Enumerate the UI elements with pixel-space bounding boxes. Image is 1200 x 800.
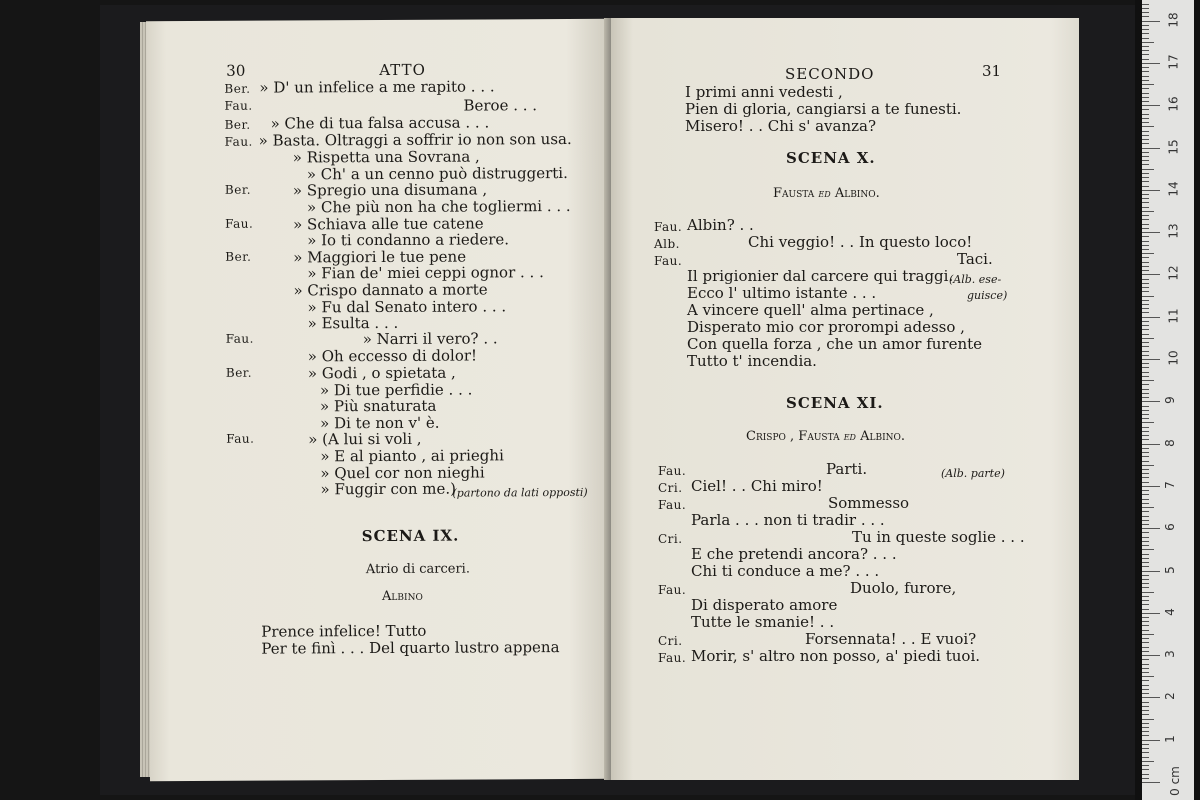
- ruler-tick: [1142, 545, 1149, 546]
- ruler-tick: [1142, 249, 1149, 250]
- ruler-tick: [1142, 177, 1149, 178]
- ruler-tick: [1142, 528, 1160, 529]
- verse-line: A vincere quell' alma pertinace ,: [687, 301, 934, 319]
- speaker: Fau.: [658, 498, 687, 512]
- speaker: Cri.: [658, 481, 683, 495]
- scene-characters: [773, 185, 880, 202]
- character-name: Albino.: [834, 186, 880, 201]
- ruler-tick: [1142, 486, 1160, 487]
- ruler-tick: [1142, 241, 1149, 242]
- verse-line: Ecco l' ultimo istante . . .: [687, 284, 877, 302]
- speaker: Fau.: [224, 98, 253, 113]
- ruler-tick: [1142, 287, 1149, 288]
- ruler-tick: [1142, 355, 1149, 356]
- ruler-tick: [1142, 215, 1149, 216]
- ruler-tick: [1142, 604, 1149, 605]
- verse-line: » (A lui si voli ,: [308, 429, 422, 449]
- ruler-number: 4: [1162, 607, 1177, 616]
- ruler-number: 13: [1166, 223, 1181, 239]
- ruler-tick: [1142, 312, 1149, 313]
- ruler-tick: [1142, 296, 1154, 297]
- ruler-tick: [1142, 274, 1160, 275]
- ruler-tick: [1142, 50, 1149, 51]
- ruler-tick: [1142, 118, 1149, 119]
- ruler-tick: [1142, 731, 1149, 732]
- ruler-number: 0 cm: [1167, 766, 1182, 796]
- ruler-tick: [1142, 359, 1160, 360]
- verse-line: Albin? . .: [687, 216, 754, 234]
- ruler-tick: [1142, 54, 1149, 55]
- ruler-tick: [1142, 647, 1149, 648]
- speaker: Ber.: [225, 249, 252, 264]
- ruler-tick: [1142, 257, 1149, 258]
- ruler-tick: [1142, 33, 1149, 34]
- ruler-tick: [1142, 224, 1149, 225]
- ruler-tick: [1142, 410, 1149, 411]
- verse-line: » Fuggir con me.): [320, 479, 457, 499]
- verse-line: » Esulta . . .: [307, 313, 399, 333]
- verse-line: Chi veggio! . . In questo loco!: [748, 233, 973, 251]
- ruler-tick: [1142, 503, 1149, 504]
- speaker: Fau.: [658, 583, 687, 597]
- verse-line: Disperato mio cor prorompi adesso ,: [687, 318, 965, 336]
- ruler-tick: [1142, 308, 1149, 309]
- ruler-tick: [1142, 59, 1149, 60]
- ruler-tick: [1142, 448, 1149, 449]
- verse-line: I primi anni vedesti ,: [685, 83, 843, 101]
- stage-direction: (Alb. ese-: [949, 273, 1002, 286]
- verse-line: Sommesso: [828, 494, 910, 512]
- ruler-tick: [1142, 101, 1149, 102]
- ruler-tick: [1142, 676, 1154, 677]
- ruler-tick: [1142, 507, 1154, 508]
- conjunction: ed: [843, 430, 856, 443]
- ruler-tick: [1142, 516, 1149, 517]
- speaker: Fau.: [224, 134, 253, 149]
- stage-direction: (Alb. parte): [941, 467, 1005, 480]
- ruler-tick: [1142, 452, 1149, 453]
- ruler-tick: [1142, 769, 1149, 770]
- ruler-tick: [1142, 723, 1149, 724]
- ruler-tick: [1142, 617, 1149, 618]
- verse-line: » Schiava alle tue catene: [293, 214, 484, 234]
- ruler-tick: [1142, 300, 1149, 301]
- ruler-tick: [1142, 600, 1149, 601]
- verse-line: Tu in queste soglie . . .: [852, 528, 1025, 546]
- ruler-number: 11: [1166, 308, 1181, 324]
- ruler-tick: [1142, 338, 1154, 339]
- ruler-tick: [1142, 25, 1149, 26]
- ruler-tick: [1142, 465, 1154, 466]
- ruler-tick: [1142, 596, 1149, 597]
- ruler-tick: [1142, 84, 1154, 85]
- ruler-tick: [1142, 706, 1149, 707]
- verse-line: Parla . . . non ti tradir . . .: [691, 511, 885, 529]
- ruler-tick: [1142, 67, 1149, 68]
- ruler-tick: [1142, 735, 1149, 736]
- ruler-tick: [1142, 114, 1149, 115]
- stage-direction: (partono da lati opposti): [452, 485, 588, 500]
- verse-line: » Rispetta una Sovrana ,: [292, 147, 480, 167]
- ruler-tick: [1142, 266, 1149, 267]
- ruler-tick: [1142, 680, 1149, 681]
- ruler-tick: [1142, 494, 1149, 495]
- ruler-tick: [1142, 609, 1149, 610]
- ruler-number: 12: [1166, 265, 1181, 282]
- ruler-tick: [1142, 774, 1149, 775]
- ruler-tick: [1142, 638, 1149, 639]
- ruler-tick: [1142, 571, 1160, 572]
- ruler-tick: [1142, 422, 1154, 423]
- ruler-tick: [1142, 765, 1149, 766]
- ruler-tick: [1142, 173, 1149, 174]
- ruler-number: 15: [1166, 138, 1181, 155]
- ruler-tick: [1142, 97, 1149, 98]
- ruler-tick: [1142, 461, 1149, 462]
- ruler-tick: [1142, 537, 1149, 538]
- ruler-tick: [1142, 42, 1154, 43]
- verse-line: » Narri il vero? . .: [362, 329, 498, 349]
- ruler-tick: [1142, 109, 1149, 110]
- speaker: Ber.: [224, 182, 252, 197]
- ruler-tick: [1142, 482, 1149, 483]
- ruler-tick: [1142, 131, 1149, 132]
- ruler-tick: [1142, 621, 1149, 622]
- verse-line: Pien di gloria, cangiarsi a te funesti.: [685, 100, 962, 118]
- ruler-tick: [1142, 672, 1149, 673]
- verse-line: » D' un infelice a me rapito . . .: [259, 77, 495, 97]
- verse-line: » Fian de' miei ceppi ognor . . .: [307, 263, 544, 283]
- ruler-tick: [1142, 325, 1149, 326]
- ruler-tick: [1142, 719, 1154, 720]
- ruler-tick: [1142, 38, 1149, 39]
- character-name: Crispo ,: [746, 429, 795, 444]
- speaker: Cri.: [658, 634, 683, 648]
- ruler-number: 10: [1166, 350, 1181, 366]
- ruler-tick: [1142, 384, 1149, 385]
- ruler-tick: [1142, 435, 1149, 436]
- verse-line: Prence infelice! Tutto: [261, 621, 427, 641]
- ruler-tick: [1142, 346, 1149, 347]
- ruler-tick: [1142, 634, 1154, 635]
- ruler-tick: [1142, 334, 1149, 335]
- ruler-tick: [1142, 748, 1149, 749]
- ruler-number: 16: [1166, 96, 1181, 112]
- speaker: Ber.: [224, 117, 251, 132]
- verse-line: » Ch' a un cenno può distruggerti.: [306, 164, 568, 184]
- ruler-tick: [1142, 439, 1149, 440]
- ruler-tick: [1142, 778, 1149, 779]
- ruler-tick: [1142, 76, 1149, 77]
- ruler-tick: [1142, 401, 1160, 402]
- ruler-number: 2: [1162, 692, 1177, 701]
- ruler-tick: [1142, 499, 1149, 500]
- speaker: Alb.: [654, 237, 680, 251]
- ruler-tick: [1142, 372, 1149, 373]
- verse-line: Per te finì . . . Del quarto lustro appena: [261, 638, 560, 658]
- ruler-tick: [1142, 262, 1149, 263]
- ruler-number: 5: [1162, 565, 1177, 574]
- verse-line: » Crispo dannato a morte: [293, 280, 488, 300]
- ruler-tick: [1142, 4, 1149, 5]
- ruler-tick: [1142, 414, 1149, 415]
- verse-line: E che pretendi ancora? . . .: [691, 545, 897, 563]
- ruler-tick: [1142, 566, 1149, 567]
- ruler-tick: [1142, 393, 1149, 394]
- verse-line: » Maggiori le tue pene: [293, 247, 467, 267]
- ruler-tick: [1142, 693, 1149, 694]
- ruler-tick: [1142, 558, 1149, 559]
- ruler-tick: [1142, 710, 1149, 711]
- verse-line: Duolo, furore,: [850, 579, 957, 597]
- scene-characters: [746, 428, 905, 445]
- ruler-tick: [1142, 232, 1160, 233]
- ruler-tick: [1142, 651, 1149, 652]
- ruler-tick: [1142, 304, 1149, 305]
- ruler-tick: [1142, 520, 1149, 521]
- ruler-tick: [1142, 689, 1149, 690]
- ruler-tick: [1142, 21, 1160, 22]
- verse-line: Beroe . . .: [463, 96, 538, 115]
- ruler-number: 8: [1162, 438, 1177, 447]
- ruler-tick: [1142, 469, 1149, 470]
- ruler-tick: [1142, 406, 1149, 407]
- ruler-tick: [1142, 575, 1149, 576]
- ruler-tick: [1142, 583, 1149, 584]
- ruler-tick: [1142, 194, 1149, 195]
- ruler-tick: [1142, 270, 1149, 271]
- ruler-tick: [1142, 367, 1149, 368]
- ruler-tick: [1142, 245, 1149, 246]
- ruler-tick: [1142, 105, 1160, 106]
- ruler-tick: [1142, 532, 1149, 533]
- ruler-tick: [1142, 376, 1149, 377]
- scene-title: SCENA XI.: [786, 394, 884, 412]
- ruler-tick: [1142, 186, 1149, 187]
- ruler-tick: [1142, 329, 1149, 330]
- ruler-tick: [1142, 714, 1149, 715]
- ruler-tick: [1142, 12, 1149, 13]
- ruler-number: 6: [1162, 523, 1177, 532]
- ruler-tick: [1142, 253, 1154, 254]
- ruler-tick: [1142, 418, 1149, 419]
- ruler-tick: [1142, 444, 1160, 445]
- verse-line: Misero! . . Chi s' avanza?: [685, 117, 877, 135]
- ruler-tick: [1142, 579, 1149, 580]
- ruler-tick: [1142, 541, 1149, 542]
- ruler-tick: [1142, 363, 1149, 364]
- ruler-number: 9: [1162, 396, 1177, 405]
- ruler-tick: [1142, 490, 1149, 491]
- verse-line: » Che di tua falsa accusa . . .: [270, 113, 490, 133]
- ruler-tick: [1142, 317, 1160, 318]
- speaker: Ber.: [224, 81, 251, 96]
- verse-line: » Io ti condanno a riedere.: [307, 230, 510, 250]
- verse-line: Il prigionier dal carcere qui traggi.: [687, 267, 954, 285]
- ruler-tick: [1142, 160, 1149, 161]
- speaker: Cri.: [658, 532, 683, 546]
- ruler-tick: [1142, 181, 1149, 182]
- speaker: Fau.: [654, 220, 683, 234]
- verse-line: » Godi , o spietata ,: [307, 363, 456, 383]
- ruler-tick: [1142, 190, 1160, 191]
- ruler-tick: [1142, 279, 1149, 280]
- ruler-tick: [1142, 93, 1149, 94]
- ruler-tick: [1142, 592, 1154, 593]
- ruler-tick: [1142, 169, 1154, 170]
- ruler-tick: [1142, 283, 1149, 284]
- speaker: Fau.: [658, 651, 687, 665]
- ruler-tick: [1142, 380, 1154, 381]
- verse-line: » Che più non ha che togliermi . . .: [306, 196, 571, 217]
- verse-line: Con quella forza , che un amor furente: [687, 335, 983, 353]
- ruler-tick: [1142, 587, 1149, 588]
- ruler-tick: [1142, 757, 1149, 758]
- ruler-tick: [1142, 642, 1149, 643]
- ruler-tick: [1142, 143, 1149, 144]
- ruler-tick: [1142, 351, 1149, 352]
- speaker: Fau.: [226, 431, 255, 446]
- ruler-tick: [1142, 8, 1149, 9]
- ruler-tick: [1142, 427, 1149, 428]
- ruler-number: 14: [1166, 181, 1181, 197]
- ruler-tick: [1142, 659, 1149, 660]
- right-page-number: 31: [982, 62, 1002, 80]
- left-page: [146, 19, 613, 781]
- verse-line: Morir, s' altro non posso, a' piedi tuoi.: [691, 647, 981, 665]
- ruler-tick: [1142, 473, 1149, 474]
- verse-line: » Di te non v' è.: [320, 413, 440, 433]
- verse-line: Ciel! . . Chi miro!: [691, 477, 823, 495]
- verse-line: » Oh eccesso di dolor!: [307, 346, 478, 366]
- ruler-tick: [1142, 511, 1149, 512]
- scene-setting: Atrio di carceri.: [365, 561, 470, 578]
- ruler-tick: [1142, 702, 1149, 703]
- ruler-tick: [1142, 148, 1160, 149]
- ruler-tick: [1142, 198, 1149, 199]
- ruler-tick: [1142, 236, 1149, 237]
- ruler-tick: [1142, 291, 1149, 292]
- verse-line: Tutto t' incendia.: [687, 352, 817, 370]
- ruler-tick: [1142, 655, 1160, 656]
- ruler-tick: [1142, 761, 1154, 762]
- ruler-tick: [1142, 139, 1149, 140]
- ruler-tick: [1142, 207, 1149, 208]
- ruler-tick: [1142, 88, 1149, 89]
- ruler-tick: [1142, 562, 1149, 563]
- right-page: [611, 18, 1079, 780]
- verse-line: » Quel cor non nieghi: [320, 463, 485, 483]
- ruler-tick: [1142, 744, 1149, 745]
- ruler-tick: [1142, 752, 1149, 753]
- stage-direction: guisce): [967, 289, 1008, 302]
- ruler-tick: [1142, 202, 1149, 203]
- verse-line: Taci.: [957, 250, 993, 268]
- ruler-tick: [1142, 164, 1149, 165]
- ruler-number: 17: [1166, 54, 1181, 70]
- ruler-number: 3: [1162, 650, 1177, 658]
- speaker: Fau.: [225, 331, 254, 346]
- ruler-tick: [1142, 126, 1154, 127]
- verse-line: Tutte le smanie! . .: [691, 613, 835, 631]
- ruler-tick: [1142, 228, 1149, 229]
- verse-line: Chi ti conduce a me? . . .: [691, 562, 880, 580]
- ruler-tick: [1142, 477, 1149, 478]
- ruler-tick: [1142, 389, 1149, 390]
- verse-line: » Fu dal Senato intero . . .: [307, 297, 507, 317]
- ruler-tick: [1142, 630, 1149, 631]
- verse-line: » E al pianto , ai prieghi: [320, 446, 504, 466]
- ruler-tick: [1142, 71, 1149, 72]
- ruler-tick: [1142, 740, 1160, 741]
- right-running-head: SECONDO: [785, 65, 875, 83]
- verse-line: » Di tue perfidie . . .: [319, 380, 473, 400]
- ruler-tick: [1142, 16, 1149, 17]
- character-name: Fausta: [773, 186, 815, 201]
- ruler-tick: [1142, 342, 1149, 343]
- verse-line: Forsennata! . . E vuoi?: [805, 630, 977, 648]
- ruler-tick: [1142, 554, 1149, 555]
- ruler-tick: [1142, 122, 1149, 123]
- ruler-tick: [1142, 80, 1149, 81]
- character-name: Fausta: [798, 429, 840, 444]
- ruler-tick: [1142, 524, 1149, 525]
- verse-line: Parti.: [826, 460, 868, 478]
- ruler-tick: [1142, 782, 1160, 783]
- ruler-tick: [1142, 156, 1149, 157]
- ruler-tick: [1142, 685, 1149, 686]
- ruler-tick: [1142, 697, 1160, 698]
- ruler-tick: [1142, 135, 1149, 136]
- ruler-tick: [1142, 668, 1149, 669]
- ruler-number: 1: [1162, 734, 1177, 743]
- ruler-tick: [1142, 549, 1154, 550]
- ruler-tick: [1142, 431, 1149, 432]
- ruler-tick: [1142, 152, 1149, 153]
- ruler-number: 7: [1162, 481, 1177, 489]
- verse-line: Di disperato amore: [691, 596, 838, 614]
- verse-line: » Basta. Oltraggi a soffrir io non son usa.: [258, 129, 572, 150]
- speaker: Fau.: [658, 464, 687, 478]
- ruler-tick: [1142, 727, 1149, 728]
- verse-line: » Più snaturata: [319, 396, 437, 416]
- scene-character: Albino: [381, 588, 423, 604]
- ruler-tick: [1142, 456, 1149, 457]
- conjunction: ed: [818, 187, 831, 200]
- ruler-number: 18: [1166, 11, 1181, 28]
- left-page-number: 30: [226, 61, 246, 80]
- ruler-tick: [1142, 625, 1149, 626]
- ruler-tick: [1142, 664, 1149, 665]
- ruler-tick: [1142, 46, 1149, 47]
- ruler-tick: [1142, 211, 1154, 212]
- ruler-tick: [1142, 219, 1149, 220]
- speaker: Fau.: [654, 254, 683, 268]
- speaker: Fau.: [225, 216, 254, 231]
- left-running-head: ATTO: [379, 60, 426, 79]
- speaker: Ber.: [225, 365, 253, 380]
- ruler-tick: [1142, 63, 1160, 64]
- scene-title: SCENA IX.: [361, 526, 460, 546]
- ruler-tick: [1142, 397, 1149, 398]
- ruler-tick: [1142, 613, 1160, 614]
- character-name: Albino.: [860, 429, 906, 444]
- ruler-tick: [1142, 29, 1149, 30]
- ruler-tick: [1142, 321, 1149, 322]
- verse-line: » Spregio una disumana ,: [292, 180, 488, 200]
- scene-title: SCENA X.: [786, 149, 876, 167]
